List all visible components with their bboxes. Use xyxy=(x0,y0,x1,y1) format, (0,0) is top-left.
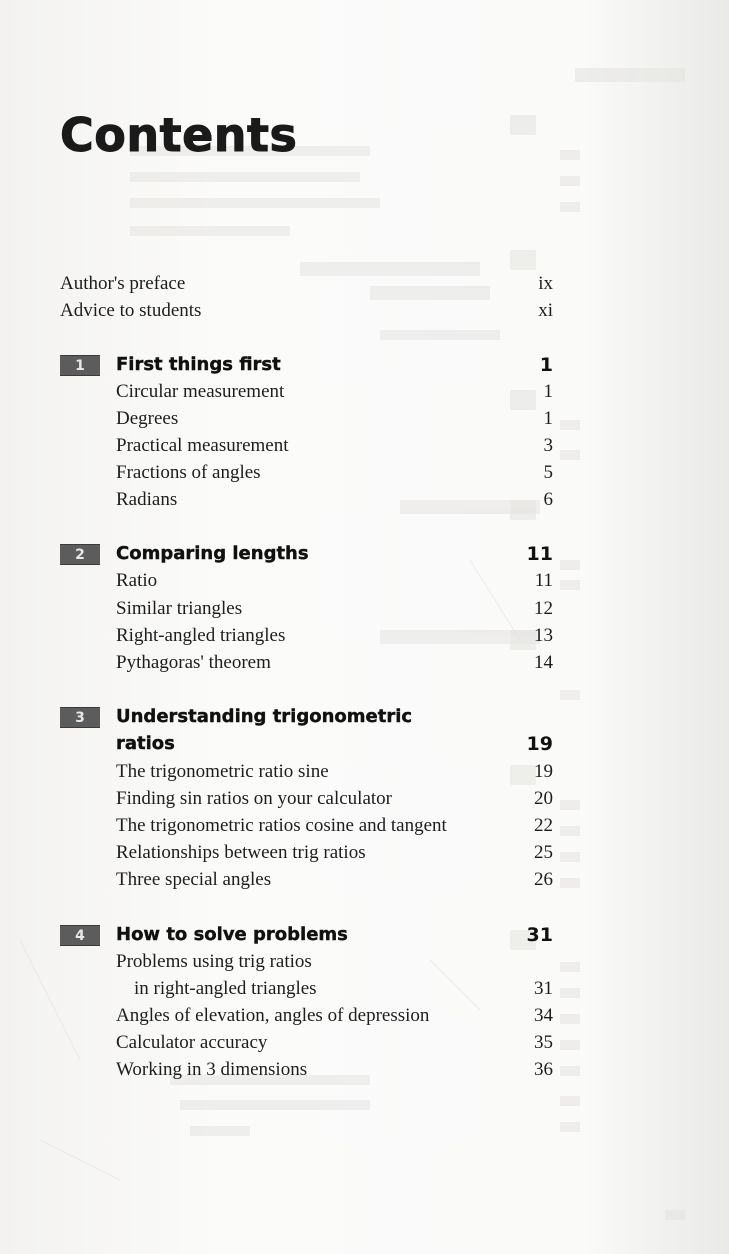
toc-entry-page: 20 xyxy=(534,788,553,809)
chapter-title: Comparing lengths xyxy=(116,543,309,564)
toc-entry-label: Similar triangles xyxy=(116,598,243,619)
toc-entry[interactable] xyxy=(0,1003,729,1029)
chapter-number-badge xyxy=(60,355,100,376)
toc-entry-label: Fractions of angles xyxy=(116,462,261,483)
toc-entry-page: ix xyxy=(538,273,553,294)
toc-entry-label: Angles of elevation, angles of depression xyxy=(116,1005,430,1026)
toc-entry-label: Three special angles xyxy=(116,869,272,890)
toc-entry-page: 3 xyxy=(543,435,553,456)
toc-entry-label: Degrees xyxy=(116,408,179,429)
toc-entry-page: 12 xyxy=(534,598,553,619)
toc-entry[interactable] xyxy=(0,759,729,785)
toc-entry[interactable] xyxy=(0,976,729,1002)
toc-entry-page: 14 xyxy=(534,652,553,673)
toc-entry-page: 35 xyxy=(534,1032,553,1053)
chapter-number-badge xyxy=(60,707,100,728)
toc-entry-page: 5 xyxy=(543,462,553,483)
chapter-number: 3 xyxy=(75,709,85,726)
chapter-number: 1 xyxy=(75,357,85,374)
chapter-heading-3[interactable] xyxy=(0,704,729,730)
toc-entry-page: 19 xyxy=(534,761,553,782)
toc-entry-page: 36 xyxy=(534,1059,553,1080)
toc-entry-page: 34 xyxy=(534,1005,553,1026)
chapter-heading-2[interactable] xyxy=(0,541,729,567)
toc-entry-label: Advice to students xyxy=(60,300,202,321)
toc-entry[interactable] xyxy=(0,460,729,486)
chapter-number: 2 xyxy=(75,546,85,563)
toc-entry-label: The trigonometric ratios cosine and tangent xyxy=(116,815,447,836)
chapter-number-badge xyxy=(60,544,100,565)
chapter-page: 11 xyxy=(526,543,553,565)
chapter-title: First things first xyxy=(116,354,281,375)
toc-entry-label: Practical measurement xyxy=(116,435,289,456)
chapter-heading-3-cont[interactable] xyxy=(0,731,729,757)
toc-entry-page: 1 xyxy=(543,381,553,402)
toc-entry-page: 22 xyxy=(534,815,553,836)
toc-entry[interactable] xyxy=(0,1057,729,1083)
toc-entry-label: Circular measurement xyxy=(116,381,285,402)
toc-entry-label: Working in 3 dimensions xyxy=(116,1059,308,1080)
toc-entry[interactable] xyxy=(0,271,729,297)
toc-entry-label: Radians xyxy=(116,489,178,510)
toc-entry[interactable] xyxy=(0,623,729,649)
toc-entry-page: 6 xyxy=(543,489,553,510)
toc-entry-label: Author's preface xyxy=(60,273,186,294)
toc-entry[interactable] xyxy=(0,298,729,324)
toc-entry-page: 11 xyxy=(534,570,553,591)
toc-entry-label: Pythagoras' theorem xyxy=(116,652,271,673)
toc-entry[interactable] xyxy=(0,840,729,866)
toc-entry-page: 13 xyxy=(534,625,553,646)
toc-entry[interactable] xyxy=(0,949,729,975)
toc-entry-page: 31 xyxy=(534,978,553,999)
chapter-heading-1[interactable] xyxy=(0,352,729,378)
page-title: Contents xyxy=(60,108,298,162)
toc-entry-label: Finding sin ratios on your calculator xyxy=(116,788,392,809)
chapter-page: 19 xyxy=(526,733,553,755)
toc-entry[interactable] xyxy=(0,867,729,893)
toc-entry[interactable] xyxy=(0,433,729,459)
toc-entry-label: in right-angled triangles xyxy=(134,978,317,999)
toc-entry[interactable] xyxy=(0,1030,729,1056)
chapter-title-line1: Understanding trigonometric xyxy=(116,706,413,727)
chapter-page: 31 xyxy=(526,924,553,946)
toc-entry[interactable] xyxy=(0,596,729,622)
chapter-title-line2: ratios xyxy=(116,733,175,754)
toc-entry-page: 25 xyxy=(534,842,553,863)
chapter-heading-4[interactable] xyxy=(0,922,729,948)
toc-entry-label: Ratio xyxy=(116,570,158,591)
chapter-title: How to solve problems xyxy=(116,924,348,945)
toc-entry-label: The trigonometric ratio sine xyxy=(116,761,329,782)
toc-entry-page: xi xyxy=(538,300,553,321)
toc-entry[interactable] xyxy=(0,813,729,839)
toc-entry-label: Relationships between trig ratios xyxy=(116,842,366,863)
toc-entry-label: Right-angled triangles xyxy=(116,625,286,646)
chapter-number-badge xyxy=(60,925,100,946)
toc-entry-page: 1 xyxy=(543,408,553,429)
chapter-number: 4 xyxy=(75,927,85,944)
toc-entry[interactable] xyxy=(0,406,729,432)
toc-entry[interactable] xyxy=(0,650,729,676)
toc-entry-label: Problems using trig ratios xyxy=(116,951,312,972)
toc-entry[interactable] xyxy=(0,568,729,594)
toc-entry[interactable] xyxy=(0,379,729,405)
toc-entry-label: Calculator accuracy xyxy=(116,1032,268,1053)
chapter-page: 1 xyxy=(539,354,553,376)
toc-entry-page: 26 xyxy=(534,869,553,890)
toc-entry[interactable] xyxy=(0,786,729,812)
toc-entry[interactable] xyxy=(0,487,729,513)
